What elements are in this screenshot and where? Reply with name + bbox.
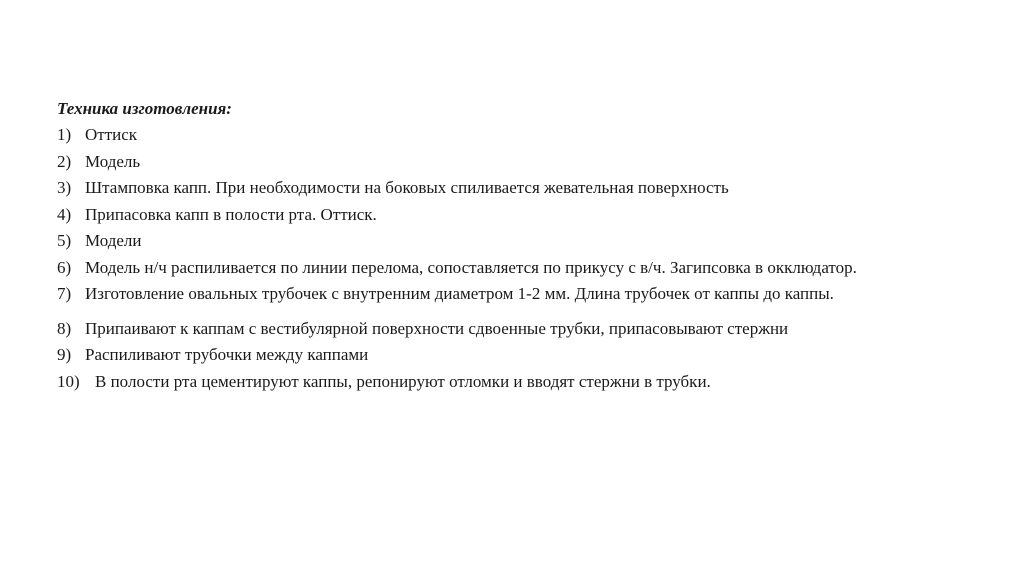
step-item-8 [57, 316, 997, 343]
step-text: Штамповка капп. При необходимости на боковых спиливается жевательная поверхность [85, 178, 729, 197]
step-text: Модель н/ч распиливается по линии перелома, сопоставляется по прикусу с в/ч. Загипсовка в окклюдатор. [85, 257, 857, 277]
step-item-5 [57, 228, 997, 255]
step-text: Оттиск [85, 125, 138, 144]
step-number: 3) [57, 178, 72, 197]
step-item-6 [57, 255, 997, 282]
step-text: Припасовка капп в полости рта. Оттиск. [85, 204, 377, 224]
step-number: 8) [57, 318, 72, 338]
step-number: 5) [57, 231, 72, 250]
step-text: Припаивают к каппам с вестибулярной поверхности сдвоенные трубки, припасовывают стержни [85, 318, 789, 338]
step-number: 9) [57, 345, 72, 364]
step-item-10 [57, 369, 997, 396]
step-number: 7) [57, 284, 72, 303]
step-item-3 [57, 175, 997, 202]
step-item-4 [57, 202, 997, 229]
step-item-9 [57, 342, 997, 369]
steps-list [57, 122, 997, 395]
slide-content [57, 96, 997, 395]
slide-heading: Техника изготовления: [57, 99, 232, 118]
step-item-2 [57, 149, 997, 176]
step-text: Модели [85, 231, 142, 250]
step-text: В полости рта цементируют каппы, репонируют отломки и вводят стержни в трубки. [95, 371, 711, 391]
step-number: 4) [57, 204, 72, 224]
step-number: 6) [57, 257, 72, 277]
step-text: Модель [85, 151, 141, 171]
step-item-7 [57, 281, 997, 308]
step-item-1 [57, 122, 997, 149]
step-text: Распиливают трубочки между каппами [85, 345, 369, 364]
step-number: 10) [57, 371, 80, 391]
step-number: 1) [57, 125, 72, 144]
step-text: Изготовление овальных трубочек с внутренним диаметром 1-2 мм. Длина трубочек от каппы до каппы. [85, 284, 834, 303]
step-number: 2) [57, 151, 72, 171]
